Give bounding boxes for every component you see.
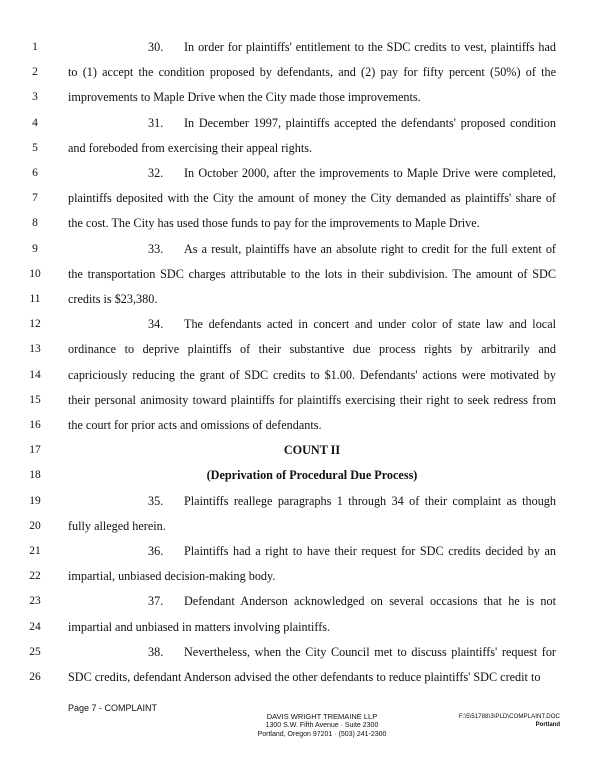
line-number: 23 xyxy=(29,595,41,608)
line-number: 13 xyxy=(29,343,41,356)
pleading-line xyxy=(0,88,590,108)
line-number: 15 xyxy=(29,393,41,406)
paragraph-text: In order for plaintiffs' entitlement to the SDC credits to vest, plaintiffs had xyxy=(184,40,556,54)
pleading-line xyxy=(0,240,590,260)
section-heading: COUNT II xyxy=(283,443,341,458)
line-number: 3 xyxy=(32,91,38,104)
body-text-line: capriciously reducing the grant of SDC credits to $1.00. Defendants' actions were motivated by xyxy=(68,367,556,382)
footer-firm-name: DAVIS WRIGHT TREMAINE LLP xyxy=(266,712,378,721)
footer-page-label: Page 7 - COMPLAINT xyxy=(68,703,158,713)
pleading-line xyxy=(0,38,590,58)
line-number: 5 xyxy=(32,141,38,154)
pleading-line xyxy=(0,391,590,411)
body-text-line: and foreboded from exercising their appeal rights. xyxy=(68,140,312,155)
paragraph-number: 38. xyxy=(148,644,164,659)
body-text-line xyxy=(68,594,556,609)
line-number: 19 xyxy=(29,494,41,507)
pleading-line xyxy=(0,542,590,562)
body-text-line: their personal animosity toward plaintiffs for plaintiffs exercising their right to seek redress from xyxy=(68,392,556,407)
body-text-line xyxy=(68,645,556,660)
pleading-line xyxy=(0,315,590,335)
footer-address-line-1: 1300 S.W. Fifth Avenue · Suite 2300 xyxy=(265,722,379,729)
body-text-line: the transportation SDC charges attributable to the lots in their subdivision. The amount of SDC xyxy=(68,266,556,281)
pleading-line xyxy=(0,290,590,310)
body-text-line: SDC credits, defendant Anderson advised the other defendants to reduce plaintiffs' SDC credit to xyxy=(68,670,541,684)
body-text-line: plaintiffs deposited with the City the amount of money the City demanded as plaintiffs' share of xyxy=(68,191,556,206)
paragraph-text: In December 1997, plaintiffs accepted the defendants' proposed condition xyxy=(184,115,556,130)
paragraph-number: 35. xyxy=(148,493,164,508)
footer-city: Portland xyxy=(535,722,560,728)
pleading-line xyxy=(0,265,590,285)
section-heading: (Deprivation of Procedural Due Process) xyxy=(206,468,418,483)
paragraph-number: 33. xyxy=(148,241,164,256)
pleading-line xyxy=(0,668,590,688)
paragraph-number: 30. xyxy=(148,40,164,54)
line-number: 9 xyxy=(32,242,38,255)
body-text-line: impartial and unbiased in matters involving plaintiffs. xyxy=(68,619,331,634)
pleading-line xyxy=(0,139,590,159)
pleading-line xyxy=(0,492,590,512)
line-number: 26 xyxy=(29,671,41,683)
footer-file-path: F:\5\51788\3\PLD\COMPLAINT.DOC xyxy=(458,713,560,720)
line-number: 17 xyxy=(29,444,41,457)
pleading-line xyxy=(0,340,590,360)
pleading-line xyxy=(0,164,590,184)
pleading-line xyxy=(0,567,590,587)
pleading-line xyxy=(0,466,590,486)
paragraph-text: The defendants acted in concert and under color of state law and local xyxy=(184,317,556,332)
footer-firm-block xyxy=(252,712,392,739)
line-number: 4 xyxy=(32,116,38,129)
line-number: 16 xyxy=(29,419,41,431)
line-number: 20 xyxy=(29,519,41,532)
body-text-line xyxy=(68,166,556,181)
pleading-line xyxy=(0,517,590,537)
paragraph-text: Plaintiffs reallege paragraphs 1 through 34 of their complaint as though xyxy=(184,493,556,508)
body-text-line xyxy=(68,317,556,332)
paragraph-text: In October 2000, after the improvements to Maple Drive were completed, xyxy=(184,166,556,180)
pleading-line xyxy=(0,643,590,663)
body-text-line: the court for prior acts and omissions of defendants. xyxy=(68,418,322,432)
paragraph-number: 36. xyxy=(148,544,164,558)
pleading-line xyxy=(0,114,590,134)
paragraph-number: 31. xyxy=(148,115,164,130)
body-text-line: to (1) accept the condition proposed by defendants, and (2) pay for fifty percent (50%) of the xyxy=(68,65,556,80)
paragraph-number: 37. xyxy=(148,594,164,609)
body-text-line: impartial, unbiased decision-making body. xyxy=(68,569,276,584)
line-number: 6 xyxy=(32,167,38,179)
body-text-line xyxy=(68,494,556,509)
line-number: 14 xyxy=(29,368,41,381)
body-text-line xyxy=(68,544,556,559)
body-text-line: the cost. The City has used those funds to pay for the improvements to Maple Drive. xyxy=(68,216,480,231)
pleading-line xyxy=(0,441,590,461)
paragraph-text: Defendant Anderson acknowledged on several occasions that he is not xyxy=(184,594,556,609)
pleading-line xyxy=(0,592,590,612)
paragraph-number: 34. xyxy=(148,317,164,332)
line-number: 11 xyxy=(29,293,41,305)
body-text-line xyxy=(68,40,556,55)
footer-address-line-2: Portland, Oregon 97201 · (503) 241-2300 xyxy=(257,731,387,738)
paragraph-text: Plaintiffs had a right to have their request for SDC credits decided by an xyxy=(184,544,556,558)
pleading-line xyxy=(0,214,590,234)
line-number: 25 xyxy=(29,645,41,658)
paragraph-number: 32. xyxy=(148,166,164,180)
pleading-line xyxy=(0,618,590,638)
line-number: 1 xyxy=(32,41,38,53)
pleading-line xyxy=(0,63,590,83)
body-text-line: ordinance to deprive plaintiffs of their substantive due process rights by arbitrarily and xyxy=(68,342,556,357)
line-number: 18 xyxy=(29,469,41,482)
paragraph-text: As a result, plaintiffs have an absolute right to credit for the full extent of xyxy=(184,241,556,256)
footer-file-block xyxy=(440,712,560,730)
pleading-line xyxy=(0,416,590,436)
body-text-line: fully alleged herein. xyxy=(68,518,166,533)
line-number: 22 xyxy=(29,570,41,583)
line-number: 8 xyxy=(32,217,38,230)
body-text-line xyxy=(68,242,556,257)
body-text-line xyxy=(68,116,556,131)
paragraph-text: Nevertheless, when the City Council met to discuss plaintiffs' request for xyxy=(184,644,556,659)
line-number: 10 xyxy=(29,267,41,280)
line-number: 12 xyxy=(29,318,41,331)
line-number: 7 xyxy=(32,192,38,205)
line-number: 24 xyxy=(29,620,41,633)
pleading-line xyxy=(0,366,590,386)
pleading-line xyxy=(0,189,590,209)
line-number: 2 xyxy=(32,66,38,79)
body-text-line: improvements to Maple Drive when the City made those improvements. xyxy=(68,90,421,105)
line-number: 21 xyxy=(29,545,41,557)
body-text-line: credits is $23,380. xyxy=(68,292,158,306)
